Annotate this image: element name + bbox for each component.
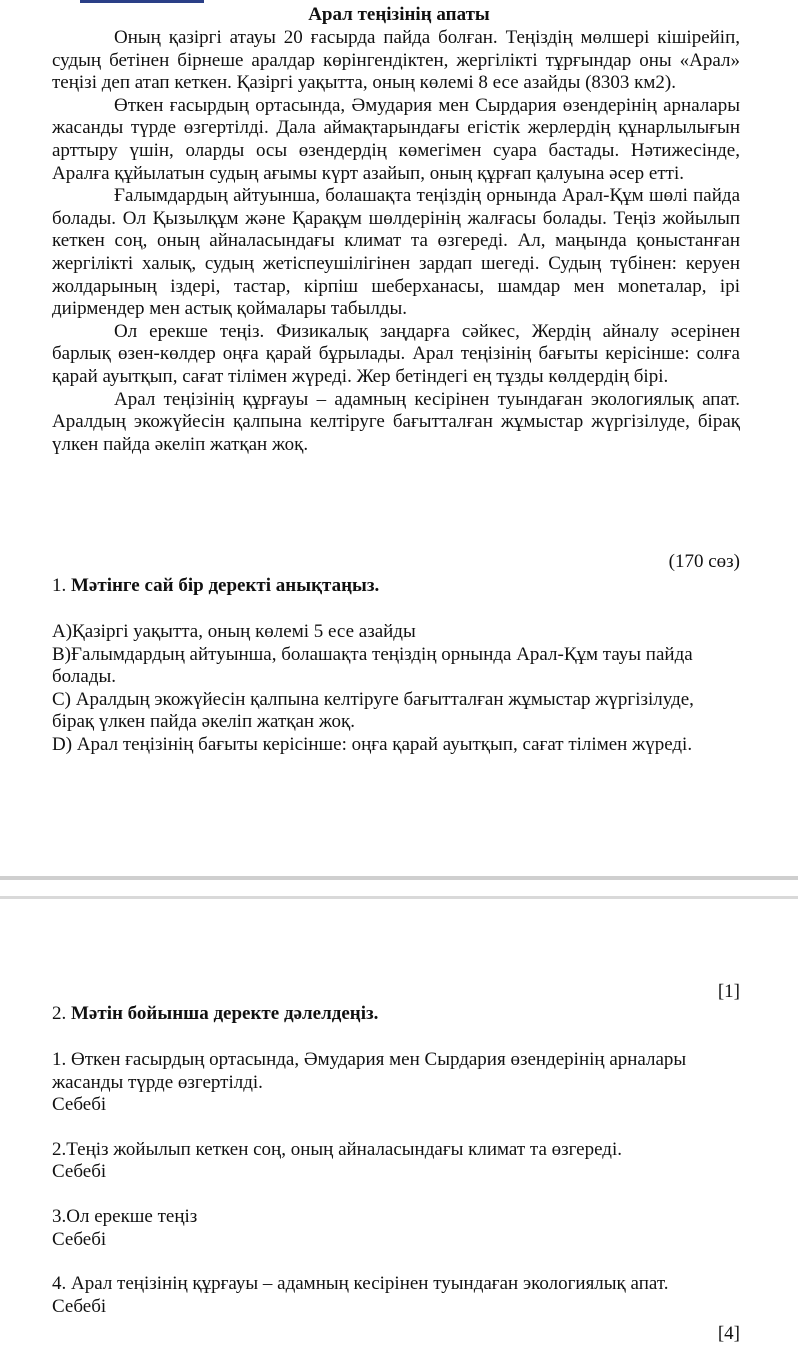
evidence-statement: 3.Ол ерекше теңіз [52, 1205, 198, 1227]
evidence-item-4 [52, 1273, 742, 1318]
paragraph-1: Оның қазіргі атауы 20 ғасырда пайда болған. Теңіздің мөлшері кішірейіп, судың бетінен бірнеше аралдар көрінгендіктен, жергілікті тұрғындар оны «Арал» теңізі деп атап кеткен. Қазіргі уақытта, оның көлемі 8 есе азайды (8303 км2). [52, 27, 740, 94]
evidence-reason-label: Себебі [52, 1228, 107, 1250]
evidence-reason-label: Себебі [52, 1094, 107, 1116]
evidence-item-3 [52, 1206, 742, 1251]
question-2-number: 2. [52, 1003, 67, 1024]
evidence-reason-label: Себебі [52, 1161, 107, 1183]
question-1-options [52, 621, 712, 757]
evidence-item-2 [52, 1139, 742, 1184]
option-d: D) Арал теңізінің бағыты керісінше: оңға қарай ауытқып, сағат тілімен жүреді. [52, 733, 693, 755]
page-separator [0, 876, 798, 880]
question-1-heading [52, 575, 379, 597]
word-count: (170 сөз) [668, 551, 740, 572]
evidence-reason-label: Себебі [52, 1295, 107, 1317]
evidence-statement: 1. Өткен ғасырдың ортасында, Әмудария мен Сырдария өзендерінің арналары жасанды түрде өзгертілді. [52, 1049, 687, 1093]
paragraph-2: Өткен ғасырдың ортасында, Әмудария мен Сырдария өзендерінің арналары жасанды түрде өзгертілді. Дала аймақтарындағы егістік жерлердің құнарлылығын арттыру үшін, оларды осы өзендердің көмегімен суара бастады. Нәтижесінде, Аралға құйылатын судың ағымы күрт азайып, оның құрғап қалуына әсер етті. [52, 94, 740, 184]
question-2-heading [52, 1003, 378, 1025]
question-2-items [52, 1049, 742, 1340]
option-c: С) Аралдың экожүйесін қалпына келтіруге бағытталған жұмыстар жүргізілуде, бірақ үлкен пайда әкеліп жатқан жоқ. [52, 688, 694, 733]
paragraph-3: Ғалымдардың айтуынша, болашақта теңіздің орнында Арал-Құм шөлі пайда болады. Ол Қызылқұм және Қарақұм шөлдерінің жалғасы болады. Теңіз жойылып кеткен соң, оның айналасындағы климат та өзгереді. Ал, маңында қоныстанған жергілікті халық, судың жетіспеушілігінен зардап шегеді. Судың түбінен: керуен жолдарының іздері, тастар, кірпіш шеберханасы, шамдар мен моneталар, ірі диірмендер мен астық қоймалары табылды. [52, 185, 740, 320]
page-2 [0, 899, 798, 1342]
question-2-text: Мәтін бойынша деректе дәлелдеңіз. [71, 1003, 379, 1024]
paragraph-4: Ол ерекше теңіз. Физикалық заңдарға сәйкес, Жердің айналу әсерінен барлық өзен-көлдер оңға қарай бұрылады. Арал теңізінің бағыты керісінше: солға қарай ауытқып, сағат тілімен жүреді. Жер бетіндегі ең тұзды көлдердің бірі. [52, 320, 740, 387]
top-rule [80, 0, 204, 3]
option-a: А)Қазіргі уақытта, оның көлемі 5 есе азайды [52, 621, 416, 642]
paragraph-5: Арал теңізінің құрғауы – адамның кесірінен туындаған экологиялық апат. Аралдың экожүйесін қалпына келтіруге бағытталған жұмыстар жүргізілуде, бірақ үлкен пайда әкеліп жатқан жоқ. [52, 388, 740, 455]
passage [52, 27, 740, 456]
question-1-mark: [1] [717, 981, 740, 1002]
question-1-text: Мәтінге сай бір деректі анықтаңыз. [71, 575, 380, 596]
document-title: Арал теңізінің апаты [308, 4, 490, 25]
question-2-mark: [4] [717, 1323, 740, 1344]
evidence-item-1 [52, 1049, 742, 1117]
question-1-number: 1. [52, 575, 67, 596]
evidence-statement: 4. Арал теңізінің құрғауы – адамның кесірінен туындаған экологиялық апат. [52, 1273, 669, 1295]
evidence-statement: 2.Теңіз жойылып кеткен соң, оның айналасындағы климат та өзгереді. [52, 1138, 622, 1160]
option-b: В)Ғалымдардың айтуынша, болашақта теңіздің орнында Арал-Құм тауы пайда болады. [52, 643, 693, 688]
